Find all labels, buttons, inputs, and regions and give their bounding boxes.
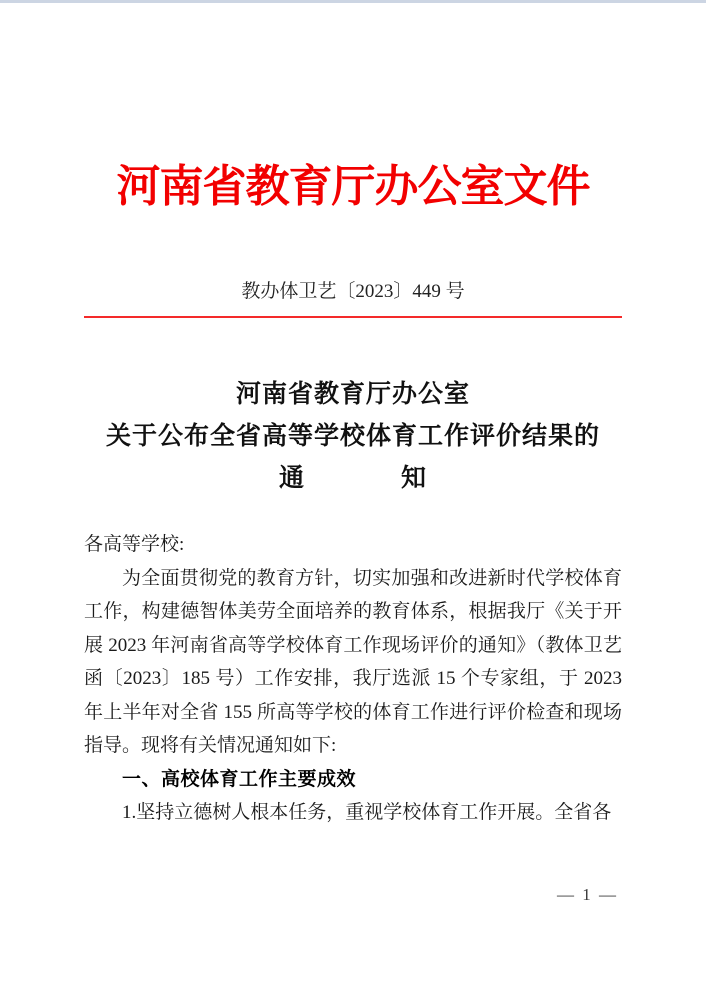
paragraph-line: 工作，构建德智体美劳全面培养的教育体系，根据我厅《关于开 [84,601,622,622]
salutation: 各高等学校: [84,534,185,555]
paragraph-line: 展 2023 年河南省高等学校体育工作现场评价的通知》（教体卫艺 [84,634,622,656]
paragraph-line: 函〔2023〕185 号）工作安排，我厅选派 15 个专家组，于 2023 [84,668,622,689]
title-line-2: 关于公布全省高等学校体育工作评价结果的 [105,423,600,450]
paragraph-line: 年上半年对全省 155 所高等学校的体育工作进行评价检查和现场 [84,701,622,723]
letterhead-divider-line [84,316,622,318]
title-word-right: 知 [401,465,428,492]
paragraph-line: 指导。现将有关情况通知如下: [84,735,337,756]
viewer-top-edge [0,0,706,3]
document-number: 教办体卫艺〔2023〕449 号 [241,281,465,302]
section-heading: 一、高校体育工作主要成效 [122,768,357,790]
letterhead-title: 河南省教育厅办公室文件 [116,162,590,211]
title-line-3 [0,458,706,500]
paragraph-line: 为全面贯彻党的教育方针，切实加强和改进新时代学校体育 [122,567,622,589]
page-number: — 1 — [557,885,618,904]
title-word-left: 通 [278,465,305,492]
list-item-line: 1.坚持立德树人根本任务，重视学校体育工作开展。全省各 [122,802,612,823]
title-line-1: 河南省教育厅办公室 [235,381,470,408]
document-body [84,528,622,830]
document-title [0,374,706,500]
